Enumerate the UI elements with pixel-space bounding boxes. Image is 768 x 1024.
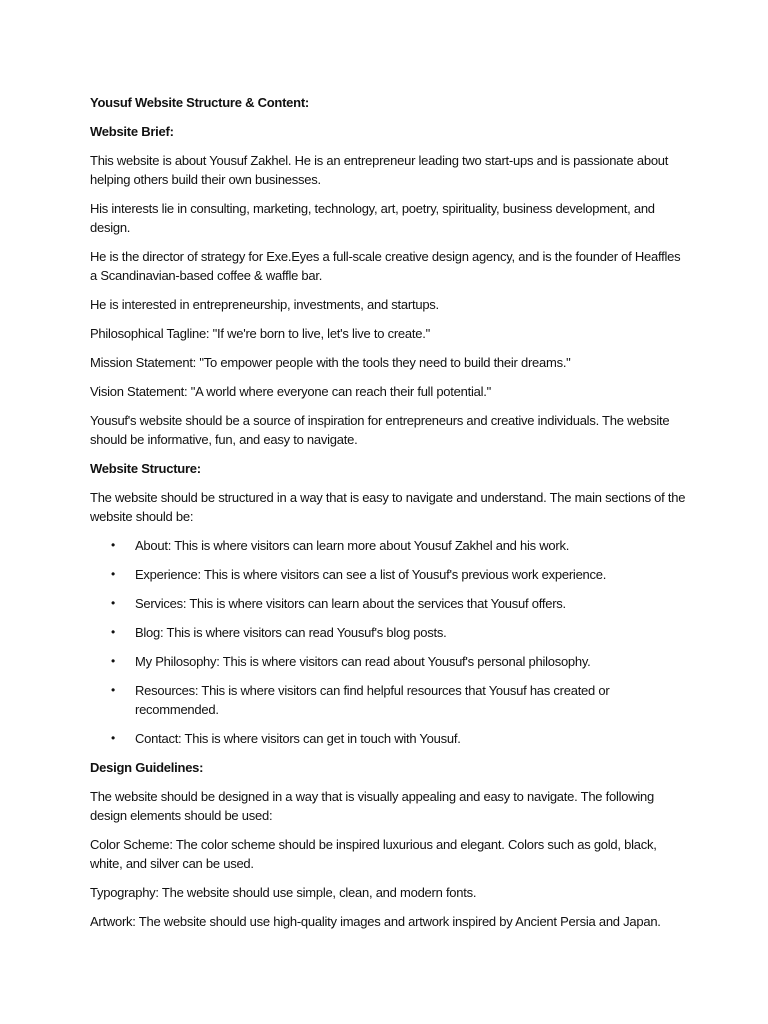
- color-scheme-paragraph: Color Scheme: The color scheme should be inspired luxurious and elegant. Colors such as gold, black, white, and silver can be used.: [90, 837, 657, 871]
- list-item-text: About: This is where visitors can learn more about Yousuf Zakhel and his work.: [135, 538, 570, 553]
- structure-intro: The website should be structured in a way that is easy to navigate and understand. The main sections of the website should be:: [90, 490, 686, 524]
- typography-paragraph: Typography: The website should use simple, clean, and modern fonts.: [90, 885, 477, 900]
- bullet-icon: •: [111, 567, 115, 581]
- artwork-paragraph: Artwork: The website should use high-quality images and artwork inspired by Ancient Persia and Japan.: [90, 914, 661, 929]
- list-item: [90, 729, 690, 748]
- list-item-text: Services: This is where visitors can learn about the services that Yousuf offers.: [135, 596, 566, 611]
- brief-paragraph: He is interested in entrepreneurship, investments, and startups.: [90, 297, 439, 312]
- vision-paragraph: Vision Statement: "A world where everyone can reach their full potential.": [90, 384, 491, 399]
- brief-paragraph: He is the director of strategy for Exe.Eyes a full-scale creative design agency, and is the founder of Heaffles a Scandinavian-based coffee & waffle bar.: [90, 249, 681, 283]
- brief-paragraph: Yousuf's website should be a source of inspiration for entrepreneurs and creative individuals. The website should be informative, fun, and easy to navigate.: [90, 413, 670, 447]
- list-item-text: Blog: This is where visitors can read Yousuf's blog posts.: [135, 625, 447, 640]
- document-page: [90, 93, 690, 941]
- list-item: [90, 594, 690, 613]
- document-title: Yousuf Website Structure & Content:: [90, 95, 309, 110]
- bullet-icon: •: [111, 596, 115, 610]
- list-item: [90, 565, 690, 584]
- bullet-icon: •: [111, 538, 115, 552]
- section-list: [90, 536, 690, 748]
- list-item-text: Contact: This is where visitors can get in touch with Yousuf.: [135, 731, 461, 746]
- section-heading-structure: Website Structure:: [90, 461, 201, 476]
- bullet-icon: •: [111, 654, 115, 668]
- design-paragraph: The website should be designed in a way that is visually appealing and easy to navigate. The following design elements should be used:: [90, 789, 654, 823]
- section-heading-brief: Website Brief:: [90, 124, 174, 139]
- mission-paragraph: Mission Statement: "To empower people with the tools they need to build their dreams.": [90, 355, 571, 370]
- list-item-text: My Philosophy: This is where visitors can read about Yousuf's personal philosophy.: [135, 654, 591, 669]
- bullet-icon: •: [111, 731, 115, 745]
- section-heading-design: Design Guidelines:: [90, 760, 204, 775]
- list-item: [90, 623, 690, 642]
- brief-paragraph: His interests lie in consulting, marketing, technology, art, poetry, spirituality, business development, and design.: [90, 201, 655, 235]
- tagline-paragraph: Philosophical Tagline: "If we're born to live, let's live to create.": [90, 326, 430, 341]
- brief-paragraph: This website is about Yousuf Zakhel. He is an entrepreneur leading two start-ups and is passionate about helping others build their own businesses.: [90, 153, 669, 187]
- list-item-text: Experience: This is where visitors can see a list of Yousuf's previous work experience.: [135, 567, 607, 582]
- list-item: [90, 652, 690, 671]
- bullet-icon: •: [111, 683, 115, 697]
- list-item-text: Resources: This is where visitors can find helpful resources that Yousuf has created or recommended.: [135, 683, 610, 717]
- list-item: [90, 536, 690, 555]
- bullet-icon: •: [111, 625, 115, 639]
- list-item: [90, 681, 690, 719]
